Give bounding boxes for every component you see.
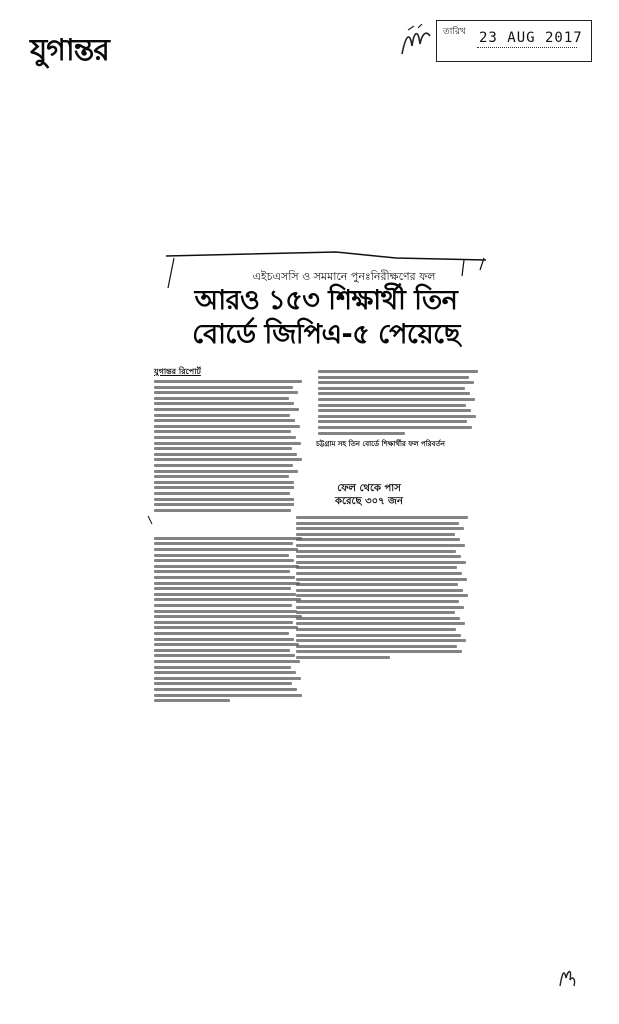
body-text-line [296, 527, 464, 530]
body-text-line [154, 486, 299, 489]
date-stamp [436, 20, 592, 62]
body-text-line [154, 649, 290, 652]
body-text-line [296, 550, 456, 553]
body-text-line [296, 656, 390, 659]
body-text-line [154, 464, 293, 467]
body-text-line [154, 425, 300, 428]
body-text-line [318, 415, 476, 418]
body-text-line [154, 408, 299, 411]
body-text-line [318, 398, 475, 401]
body-text-line [154, 554, 289, 557]
date-stamp-label: তারিখ [443, 27, 466, 37]
body-text-line [154, 414, 290, 417]
body-text-line [154, 638, 294, 641]
body-text-line [154, 430, 291, 433]
body-text-line [296, 600, 459, 603]
body-text-line [296, 561, 466, 564]
body-text-line [296, 566, 457, 569]
body-text-line [154, 542, 293, 545]
body-text-line [296, 589, 463, 592]
body-text-line [154, 391, 298, 394]
body-text-line [154, 380, 302, 383]
body-text-line [154, 559, 294, 562]
body-text-line [154, 565, 299, 568]
body-text-line [318, 387, 465, 390]
body-text-line [296, 516, 468, 519]
body-text-line [154, 509, 291, 512]
newspaper-masthead: যুগান্তর [30, 33, 109, 68]
body-text-line [154, 682, 292, 685]
headline-line-1: আরও ১৫৩ শিক্ষার্থী তিন [194, 285, 458, 316]
body-text-line [296, 583, 458, 586]
body-text-line [154, 598, 301, 601]
body-text-line [154, 593, 296, 596]
body-text-line [154, 694, 302, 697]
pullquote-line-1: ফেল থেকে পাস [337, 483, 401, 494]
body-text-line [154, 397, 289, 400]
body-text-line [296, 555, 461, 558]
newspaper-clipping [146, 248, 491, 718]
body-text-line [318, 381, 474, 384]
body-text-line [296, 611, 455, 614]
body-text-line [154, 610, 297, 613]
body-text-line [154, 677, 301, 680]
body-text-line [318, 420, 467, 423]
body-text-line [296, 634, 461, 637]
body-text-line [318, 376, 469, 379]
body-text-line [296, 650, 462, 653]
body-text-line [296, 578, 467, 581]
headline-line-2: বোর্ডে জিপিএ-৫ পেয়েছে [192, 319, 460, 350]
body-text-line [154, 671, 296, 674]
body-text-line [296, 544, 465, 547]
body-text-line [296, 617, 460, 620]
body-text-line [154, 699, 230, 702]
signature-scribble [400, 24, 436, 58]
body-text-line [154, 442, 301, 445]
body-text-line [154, 475, 289, 478]
body-text-line [318, 392, 470, 395]
article-subhead: চট্টগ্রাম সহ তিন বোর্ডে শিক্ষার্থীর ফল পরিবর্তন [316, 438, 476, 450]
article-headline [176, 284, 476, 352]
body-text-line [154, 654, 295, 657]
article-kicker: এইচএসসি ও সমমানে পুনঃনিরীক্ষণের ফল [252, 270, 436, 283]
body-text-line [296, 594, 468, 597]
body-text-line [154, 548, 298, 551]
body-text-line [154, 660, 300, 663]
body-text-line [296, 606, 464, 609]
body-text-line [154, 626, 298, 629]
handwritten-initials [556, 964, 580, 990]
body-text-line [318, 404, 466, 407]
body-text-line [296, 538, 460, 541]
body-text-line [154, 570, 290, 573]
body-text-line [318, 370, 478, 373]
pullquote-line-2: করেছে ৩০৭ জন [335, 496, 403, 507]
body-text-line [318, 426, 472, 429]
body-text-line [296, 572, 462, 575]
body-text-line [154, 537, 302, 540]
article-pullquote [294, 480, 444, 510]
body-text-line [154, 481, 294, 484]
body-text-line [154, 402, 294, 405]
date-stamp-value: 23 AUG 2017 [479, 30, 583, 46]
body-text-line [154, 666, 291, 669]
body-text-line [154, 458, 302, 461]
body-text-line [154, 498, 295, 501]
article-byline: যুগান্তর রিপোর্ট [154, 367, 201, 376]
body-text-line [154, 386, 293, 389]
body-text-line [318, 432, 405, 435]
body-text-line [296, 622, 465, 625]
body-text-line [154, 419, 295, 422]
body-text-line [296, 639, 466, 642]
body-text-line [154, 576, 295, 579]
body-text-line [296, 533, 455, 536]
body-text-line [154, 604, 292, 607]
body-text-line [154, 470, 298, 473]
body-text-line [318, 409, 471, 412]
body-text-line [154, 587, 291, 590]
body-text-line [296, 628, 456, 631]
body-text-line [154, 453, 297, 456]
body-text-line [154, 447, 292, 450]
body-text-line [154, 492, 290, 495]
body-text-line [154, 643, 299, 646]
body-text-line [154, 436, 296, 439]
body-text-line [154, 503, 300, 506]
body-text-line [296, 522, 459, 525]
date-stamp-dotted-line [477, 47, 577, 48]
body-text-line [154, 621, 293, 624]
body-text-line [296, 645, 457, 648]
body-text-line [154, 632, 289, 635]
body-text-line [154, 582, 300, 585]
body-text-line [154, 615, 302, 618]
body-text-line [154, 688, 297, 691]
